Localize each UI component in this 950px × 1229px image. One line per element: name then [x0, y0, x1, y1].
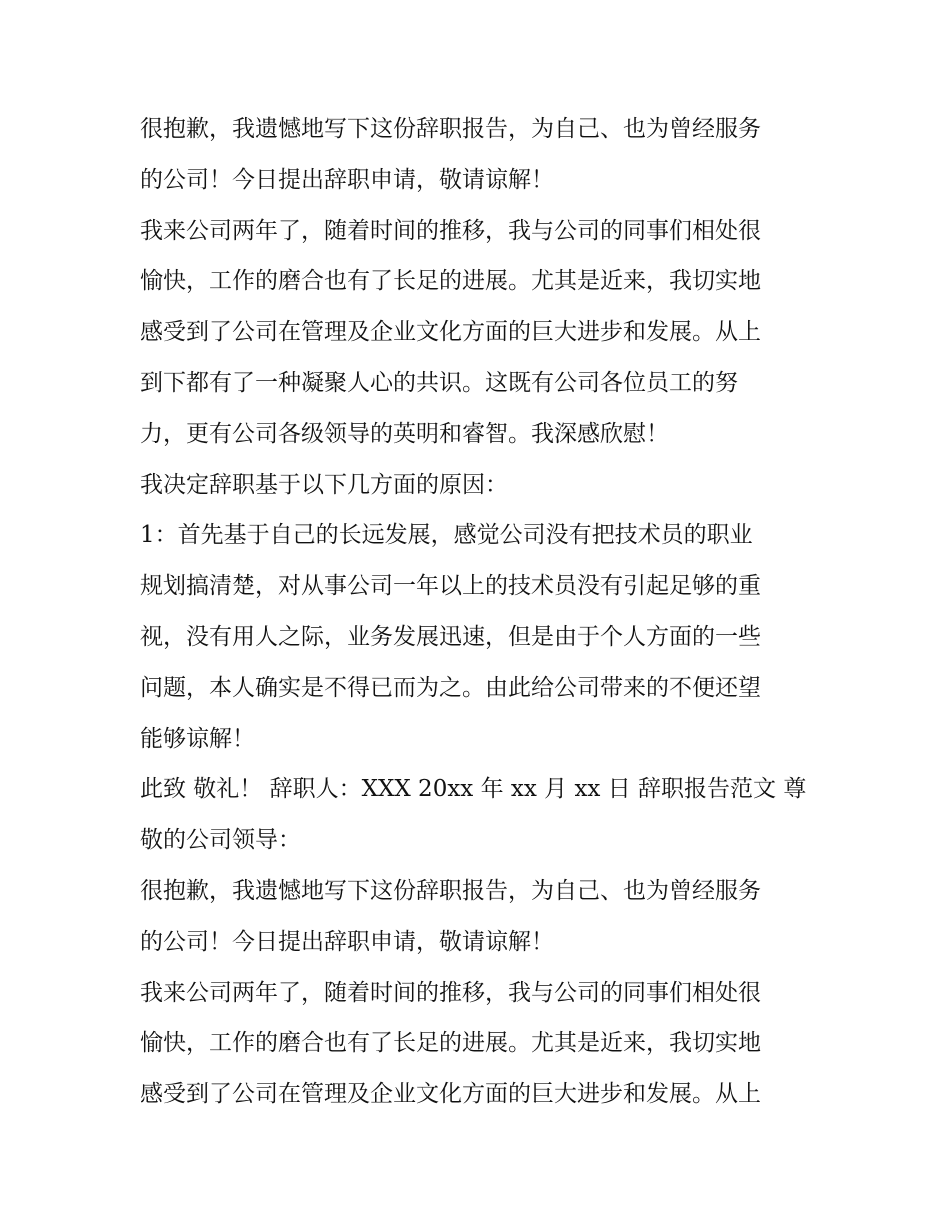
text-line: 我来公司两年了，随着时间的推移，我与公司的同事们相处很 [140, 217, 761, 244]
text-line: 问题，本人确实是不得已而为之。由此给公司带来的不便还望 [140, 674, 761, 701]
text-line: 我决定辞职基于以下几方面的原因： [140, 471, 508, 498]
text-line: 我来公司两年了，随着时间的推移，我与公司的同事们相处很 [140, 979, 761, 1006]
document-body [140, 104, 812, 1120]
text-line: 感受到了公司在管理及企业文化方面的巨大进步和发展。从上 [140, 1081, 761, 1108]
text-line: 此致 敬礼！ 辞职人：XXX 20xx 年 xx 月 xx 日 辞职报告范文 尊 [140, 776, 807, 803]
text-line: 视，没有用人之际，业务发展迅速，但是由于个人方面的一些 [140, 623, 761, 650]
text-line: 感受到了公司在管理及企业文化方面的巨大进步和发展。从上 [140, 319, 761, 346]
text-line: 很抱歉，我遗憾地写下这份辞职报告，为自己、也为曾经服务 [140, 877, 761, 904]
text-line: 的公司！今日提出辞职申请，敬请谅解！ [140, 166, 554, 193]
text-line: 能够谅解！ [140, 725, 255, 752]
text-line: 力，更有公司各级领导的英明和睿智。我深感欣慰！ [140, 420, 669, 447]
text-line: 规划搞清楚，对从事公司一年以上的技术员没有引起足够的重 [140, 573, 761, 600]
text-line: 敬的公司领导： [140, 827, 301, 854]
text-line: 1：首先基于自己的长远发展，感觉公司没有把技术员的职业 [140, 522, 753, 549]
text-line: 愉快，工作的磨合也有了长足的进展。尤其是近来，我切实地 [140, 268, 761, 295]
text-line: 到下都有了一种凝聚人心的共识。这既有公司各位员工的努 [140, 369, 738, 396]
text-line: 很抱歉，我遗憾地写下这份辞职报告，为自己、也为曾经服务 [140, 116, 761, 142]
text-line: 的公司！今日提出辞职申请，敬请谅解！ [140, 928, 554, 955]
text-line: 愉快，工作的磨合也有了长足的进展。尤其是近来，我切实地 [140, 1030, 761, 1057]
